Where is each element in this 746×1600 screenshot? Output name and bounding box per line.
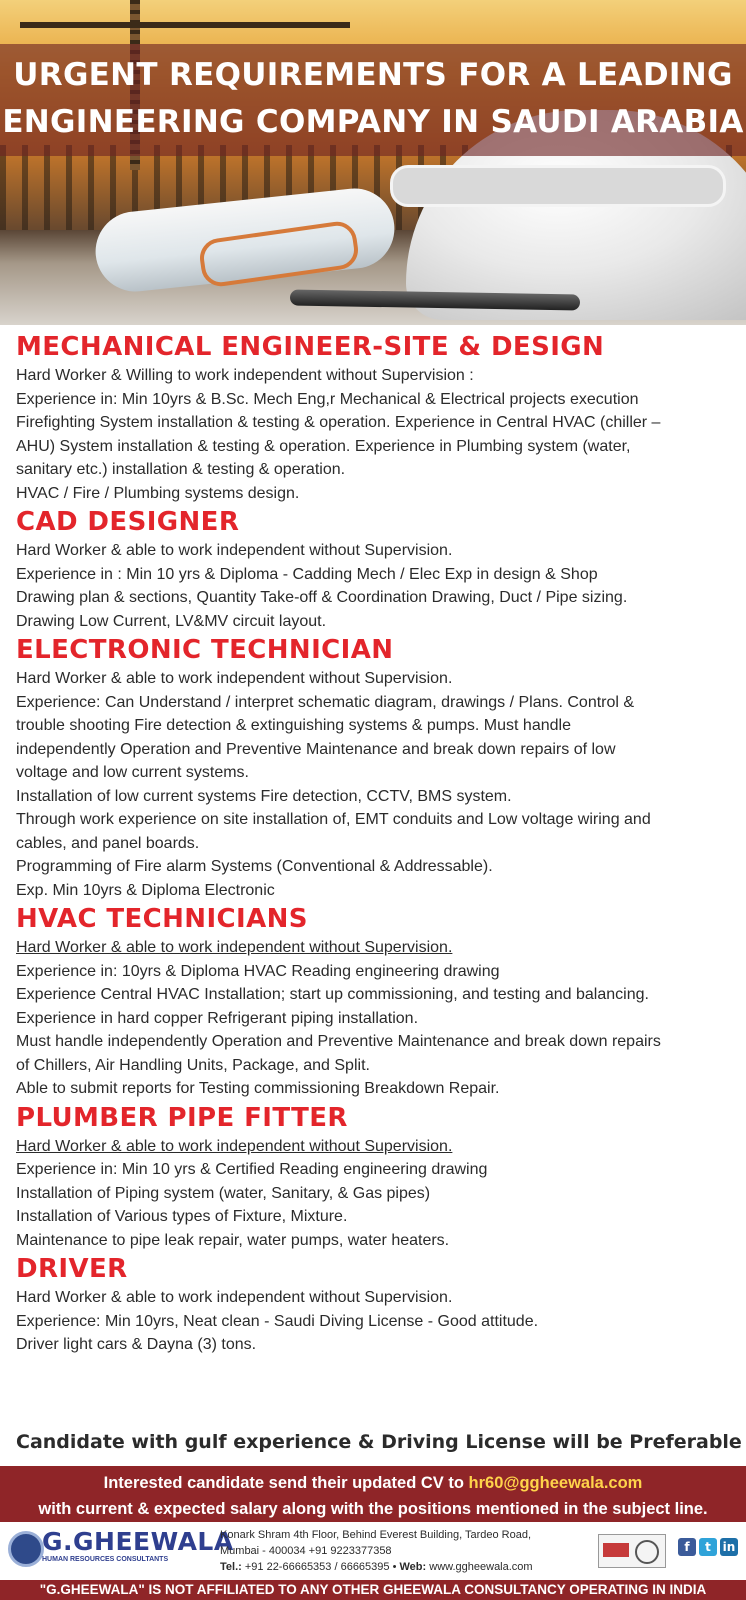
hero-banner (0, 0, 746, 325)
job-line: Hard Worker & able to work independent without Supervision. (16, 670, 453, 687)
contact-line: Tel.: +91 22-66665353 / 66665395 • Web: www.ggheewala.com (220, 1561, 533, 1573)
job-driver (16, 1252, 736, 1357)
job-line: Hard Worker & able to work independent without Supervision. (16, 939, 453, 956)
job-title: HVAC TECHNICIANS (16, 904, 308, 934)
job-line: Installation of Various types of Fixture, Mixture. (16, 1208, 348, 1225)
job-line: Hard Worker & able to work independent without Supervision. (16, 1289, 453, 1306)
facebook-icon[interactable]: f (678, 1538, 696, 1556)
job-line: Experience in : Min 10 yrs & Diploma - Cadding Mech / Elec Exp in design & Shop (16, 565, 598, 583)
company-name: G.GHEEWALA (42, 1527, 234, 1556)
job-title: PLUMBER PIPE FITTER (16, 1102, 348, 1133)
web-label: Web: (399, 1561, 427, 1573)
job-line: Maintenance to pipe leak repair, water pumps, water heaters. (16, 1231, 450, 1249)
company-emblem-icon (8, 1531, 44, 1567)
job-title: ELECTRONIC TECHNICIAN (16, 635, 394, 665)
job-title: MECHANICAL ENGINEER-SITE & DESIGN (16, 332, 605, 362)
title-line-2: ENGINEERING COMPANY IN SAUDI ARABIA (2, 104, 744, 140)
apply-line-2: with current & expected salary along with the positions mentioned in the subject line. (38, 1500, 708, 1518)
badge-mark-icon (603, 1543, 629, 1557)
job-line: Drawing plan & sections, Quantity Take-off & Coordination Drawing, Duct / Pipe sizing. (16, 589, 628, 606)
job-line: Experience in: Min 10 yrs & Certified Reading engineering drawing (16, 1161, 488, 1178)
job-line: of Chillers, Air Handling Units, Package, and Split. (16, 1056, 370, 1074)
apply-prefix: Interested candidate send their updated CV to (103, 1474, 469, 1492)
tel-label: Tel.: (220, 1561, 242, 1573)
title-line-1: URGENT REQUIREMENTS FOR A LEADING (13, 57, 733, 93)
web-link[interactable]: www.ggheewala.com (429, 1561, 533, 1573)
company-address (220, 1527, 533, 1575)
job-line: Through work experience on site installation of, EMT conduits and Low voltage wiring and (16, 811, 651, 828)
job-electronic-technician (16, 633, 736, 902)
job-listings (16, 330, 736, 1357)
job-line: voltage and low current systems. (16, 764, 249, 781)
job-line: Hard Worker & able to work independent without Supervision. (16, 542, 453, 559)
job-line: cables, and panel boards. (16, 834, 200, 852)
job-line: HVAC / Fire / Plumbing systems design. (16, 484, 300, 502)
job-line: Experience: Min 10yrs, Neat clean - Saudi Diving License - Good attitude. (16, 1312, 539, 1330)
apply-banner (0, 1466, 746, 1522)
job-line: Hard Worker & able to work independent without Supervision. (16, 1137, 453, 1155)
job-line: Installation of low current systems Fire detection, CCTV, BMS system. (16, 787, 512, 805)
job-line: Driver light cars & Dayna (3) tons. (16, 1336, 257, 1353)
email-link[interactable]: hr60@ggheewala.com (468, 1474, 643, 1492)
job-title: CAD DESIGNER (16, 507, 240, 537)
job-line: sanitary etc.) installation & testing & operation. (16, 461, 346, 478)
twitter-icon[interactable]: t (699, 1538, 717, 1556)
job-line: Experience in: Min 10yrs & B.Sc. Mech Eng,r Mechanical & Electrical projects execution (16, 390, 639, 408)
job-line: independently Operation and Preventive Maintenance and break down repairs of low (16, 740, 616, 758)
address-line-2: Mumbai - 400034 +91 9223377358 (220, 1545, 392, 1557)
job-line: Must handle independently Operation and Preventive Maintenance and break down repairs (16, 1033, 661, 1050)
job-cad-designer (16, 505, 736, 633)
tel-value: +91 22-66665353 / 66665395 (244, 1561, 390, 1573)
job-line: Hard Worker & Willing to work independent without Supervision : (16, 367, 474, 384)
certification-badge-icon (598, 1534, 666, 1568)
job-hvac-technicians (16, 902, 736, 1101)
address-line-1: Konark Shram 4th Floor, Behind Everest Building, Tardeo Road, (220, 1529, 532, 1541)
job-line: trouble shooting Fire detection & extinguishing systems & pumps. Must handle (16, 717, 571, 734)
hard-hat-rim-graphic (390, 165, 726, 207)
job-plumber-pipe-fitter (16, 1101, 736, 1253)
job-line: Programming of Fire alarm Systems (Conventional & Addressable). (16, 858, 493, 875)
apply-line-1 (0, 1470, 746, 1496)
job-title: DRIVER (16, 1254, 128, 1284)
page-title (0, 52, 746, 146)
job-line: Installation of Piping system (water, Sanitary, & Gas pipes) (16, 1184, 431, 1202)
job-line: Experience: Can Understand / interpret schematic diagram, drawings / Plans. Control & (16, 693, 635, 711)
linkedin-icon[interactable]: in (720, 1538, 738, 1556)
company-footer (0, 1522, 746, 1580)
job-line: Able to submit reports for Testing commissioning Breakdown Repair. (16, 1080, 500, 1097)
job-line: Exp. Min 10yrs & Diploma Electronic (16, 881, 275, 899)
badge-seal-icon (635, 1540, 659, 1564)
company-tagline: HUMAN RESOURCES CONSULTANTS (42, 1556, 169, 1563)
preferable-note: Candidate with gulf experience & Driving License will be Preferable (16, 1431, 742, 1453)
job-line: Drawing Low Current, LV&MV circuit layout. (16, 612, 327, 630)
crane-arm-graphic (20, 22, 350, 28)
job-line: Experience in hard copper Refrigerant piping installation. (16, 1009, 419, 1027)
job-line: Experience in: 10yrs & Diploma HVAC Reading engineering drawing (16, 962, 500, 980)
job-line: AHU) System installation & testing & operation. Experience in Plumbing system (water, (16, 437, 631, 455)
job-line: Experience Central HVAC Installation; start up commissioning, and testing and balancing. (16, 986, 649, 1003)
job-mechanical-engineer (16, 330, 736, 505)
disclaimer-bar: "G.GHEEWALA" IS NOT AFFILIATED TO ANY OTHER GHEEWALA CONSULTANCY OPERATING IN INDIA (0, 1580, 746, 1600)
job-line: Firefighting System installation & testing & operation. Experience in Central HVAC (chiller – (16, 414, 661, 431)
